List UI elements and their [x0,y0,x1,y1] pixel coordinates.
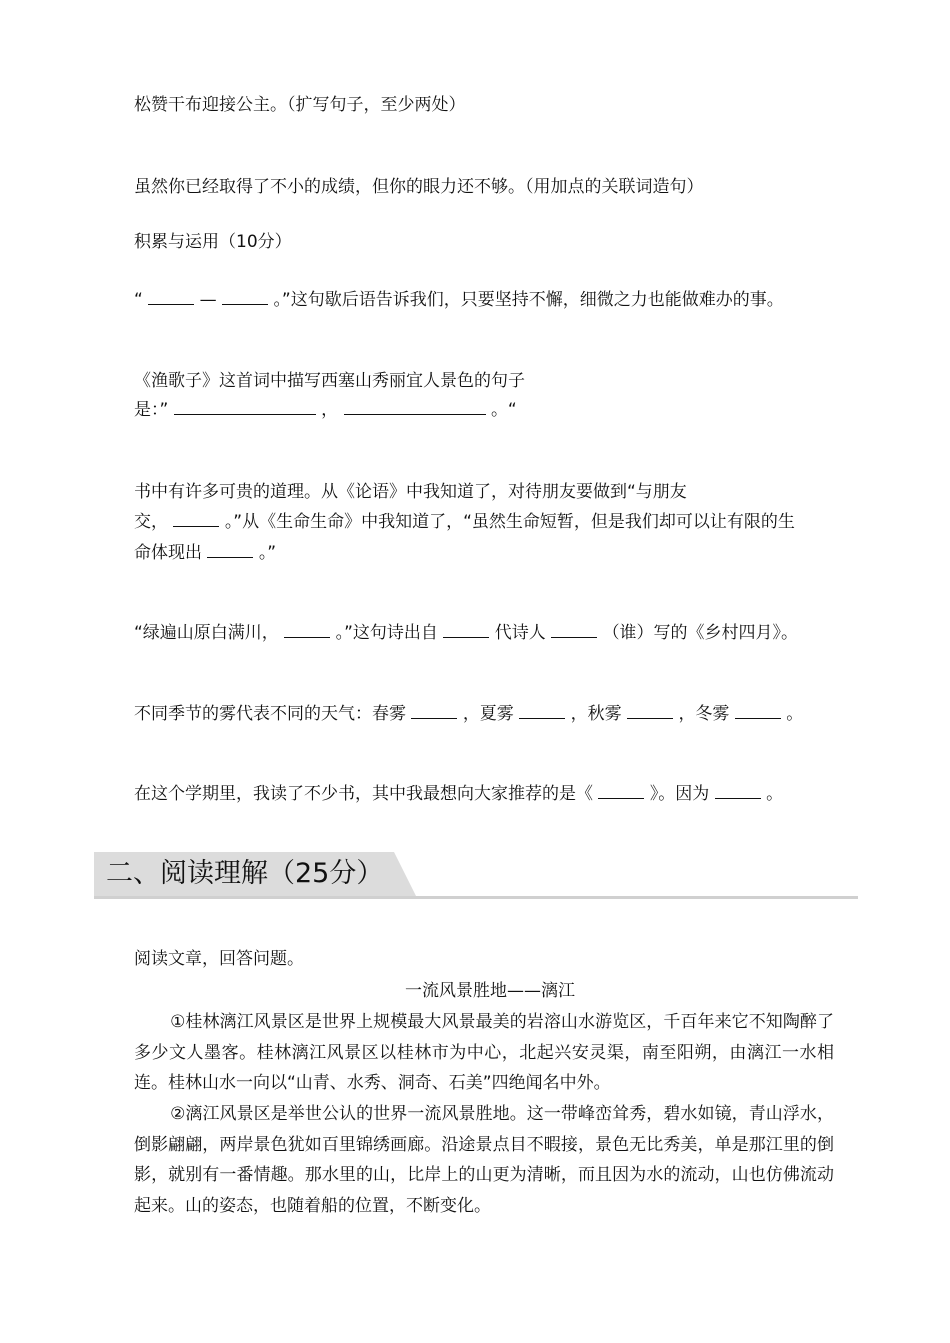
book-start: 在这个学期里，我读了不少书，其中我最想向大家推荐的是《 [134,784,593,804]
fog-question [134,703,803,725]
daoli-line2-start: 交， [134,512,168,532]
daoli-line2-rest: 。”从《生命生命》中我知道了，“虽然生命短暂，但是我们却可以让有限的生 [224,512,795,532]
answer-blank[interactable] [173,512,219,527]
daoli-question-line3 [134,542,276,564]
quote-open: “ [134,290,143,310]
answer-blank[interactable] [715,784,761,799]
dash-text: — [199,290,217,310]
fog-autumn: ，秋雾 [570,704,622,724]
book-question [134,783,783,805]
poem-mid1: 。”这句诗出自 [335,623,438,643]
book-mid: 》。因为 [649,784,710,804]
daoli-question-line2 [134,511,795,533]
xiehouyu-question [134,289,784,311]
fog-start: 不同季节的雾代表不同的天气：春雾 [134,704,406,724]
xiehouyu-rest: 。”这句歇后语告诉我们，只要坚持不懈，细微之力也能做难办的事。 [273,290,784,310]
fog-end: 。 [786,704,804,724]
paragraph-text: ①桂林漓江风景区是世界上规模最大风景最美的岩溶山水游览区，千百年来它不知陶醉了多少文人墨客。桂林漓江风景区以桂林市为中心，北起兴安灵渠，南至阳朔，由漓江一水相连。桂林山水一向以“山青、水秀、洞奇、石美”四绝闻名中外。 [134,1012,834,1093]
section-divider [94,896,858,899]
answer-blank[interactable] [207,543,253,558]
answer-blank[interactable] [148,290,194,305]
answer-blank[interactable] [551,623,597,638]
article-paragraph-1 [134,1007,834,1099]
poem-mid2: 代诗人 [494,623,546,643]
article-title: 一流风景胜地——漓江 [405,981,575,1001]
answer-blank[interactable] [344,400,486,415]
section-header-reading [94,852,858,898]
answer-blank[interactable] [284,623,330,638]
daoli-question-line1: 书中有许多可贵的道理。从《论语》中我知道了，对待朋友要做到“与朋友 [134,482,687,502]
answer-blank[interactable] [519,704,565,719]
paragraph-text: ②漓江风景区是举世公认的世界一流风景胜地。这一带峰峦耸秀，碧水如镜，青山浮水，倒影翩翩，两岸景色犹如百里锦绣画廊。沿途景点目不暇接，景色无比秀美，单是那江里的倒影，就别有一番情趣。那水里的山，比岸上的山更为清晰，而且因为水的流动，山也仿佛流动起来。山的姿态，也随着船的位置，不断变化。 [134,1104,834,1216]
poem-question [134,622,798,644]
answer-blank[interactable] [222,290,268,305]
conjunction-sentence-question: 虽然你已经取得了不小的成绩，但你的眼力还不够。（用加点的关联词造句） [134,177,704,197]
yugezi-question-line2 [134,399,517,421]
yugezi-question-line1: 《渔歌子》这首词中描写西塞山秀丽宜人景色的句子 [134,371,525,391]
yugezi-line2-start: 是：” [134,400,169,420]
fog-winter: ，冬雾 [678,704,730,724]
daoli-line3-start: 命体现出 [134,543,202,563]
answer-blank[interactable] [443,623,489,638]
expand-sentence-question: 松赞干布迎接公主。（扩写句子，至少两处） [134,95,466,115]
fog-summer: ，夏雾 [462,704,514,724]
yugezi-sep: ， [321,400,339,420]
answer-blank[interactable] [174,400,316,415]
section-title: 二、阅读理解（25分） [106,858,384,889]
daoli-line3-end: 。” [258,543,277,563]
section-heading-jilei: 积累与运用（10分） [134,232,292,252]
article-paragraph-2 [134,1099,834,1221]
answer-blank[interactable] [627,704,673,719]
answer-blank[interactable] [598,784,644,799]
yugezi-end: 。“ [490,400,517,420]
poem-end: （谁）写的《乡村四月》。 [602,623,799,643]
answer-blank[interactable] [411,704,457,719]
poem-start: “绿遍山原白满川， [134,623,279,643]
reading-instruction: 阅读文章，回答问题。 [134,949,304,969]
answer-blank[interactable] [735,704,781,719]
book-end: 。 [766,784,784,804]
